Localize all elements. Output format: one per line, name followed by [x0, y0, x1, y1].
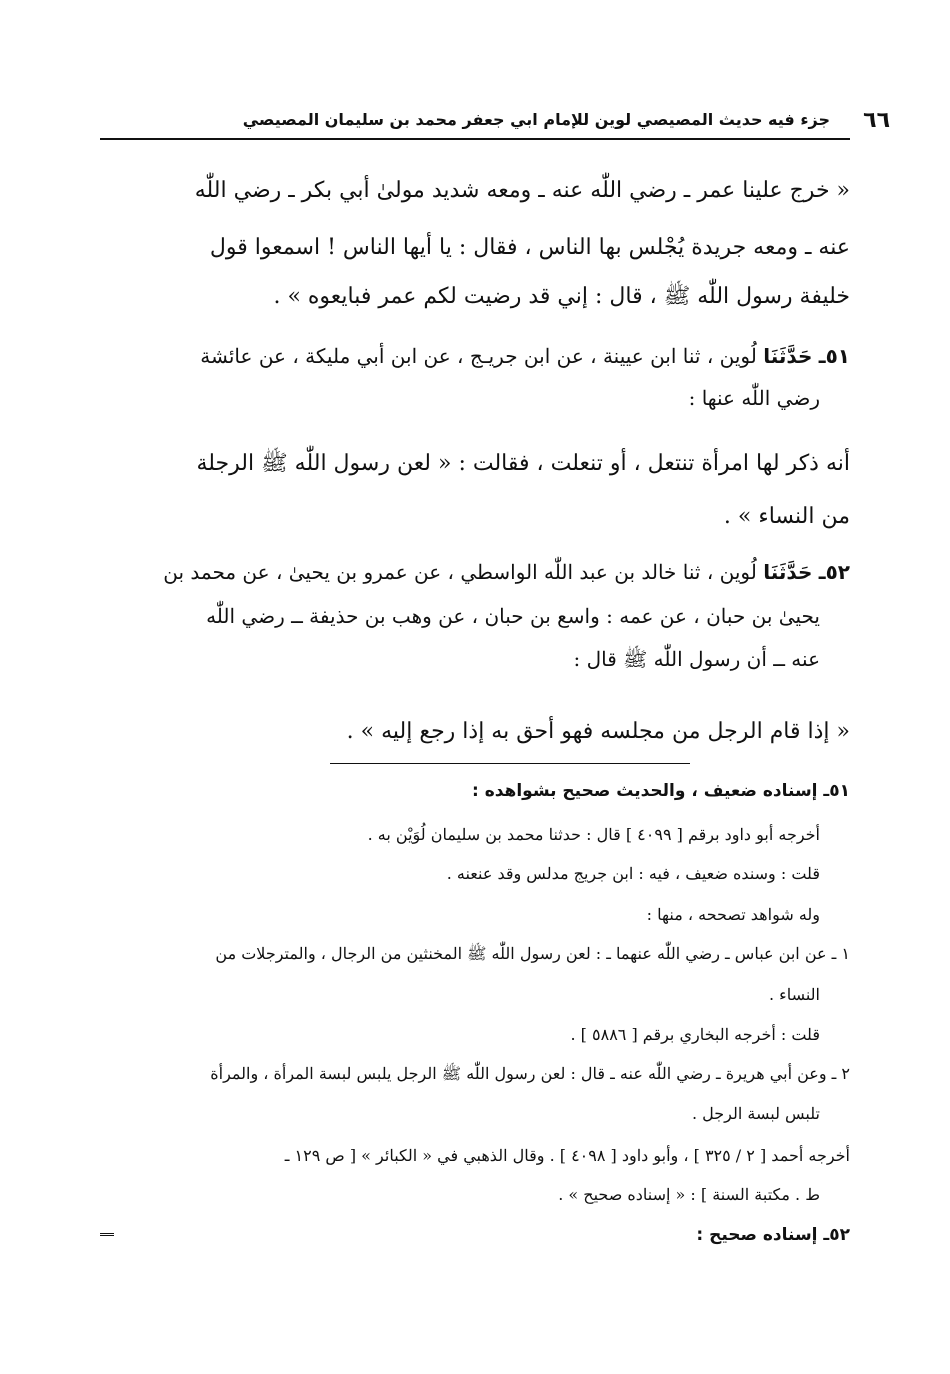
footnote-52-heading: ٥٢ـ إسناده صحيح :	[696, 1225, 850, 1245]
hadith-number: ٥٢ـ	[818, 560, 850, 584]
isnad-text: لُوين ، ثنا ابن عيينة ، عن ابن جريـج ، عن ابن أبي مليكة ، عن عائشة	[200, 344, 757, 368]
hadith-51-isnad-line-2: رضي اللّٰه عنها :	[688, 386, 820, 410]
hadith-51-isnad-line	[105, 338, 850, 374]
hadith-51-matn-line: من النساء » .	[723, 504, 850, 529]
paragraph-line: خليفة رسول اللّٰه ﷺ ، قال : إني قد رضيت لكم عمر فبايعوه » .	[273, 284, 850, 309]
footnote-line: قلت : أخرجه البخاري برقم [ ٥٨٨٦ ] .	[570, 1025, 820, 1044]
footnote-line: وله شواهد تصححه ، منها :	[646, 905, 820, 924]
hadith-52-isnad-line-3: عنه ــ أن رسول اللّٰه ﷺ قال :	[573, 647, 820, 671]
footnote-line: ط . مكتبة السنة ] : « إسناده صحيح » .	[558, 1185, 820, 1204]
footnote-51-heading: ٥١ـ إسناده ضعيف ، والحديث صحيح بشواهده :	[471, 781, 850, 801]
paragraph-line: عنه ـ ومعه جريدة يُجْلس بها الناس ، فقال : يا أيها الناس ! اسمعوا قول	[209, 235, 850, 260]
footnote-line: قلت : وسنده ضعيف ، فيه : ابن جريج مدلس وقد عنعنه .	[446, 864, 820, 883]
isnad-text: لُوين ، ثنا خالد بن عبد اللّٰه الواسطي ، عن عمرو بن يحيىٰ ، عن محمد بن	[163, 560, 757, 584]
footnote-divider	[330, 763, 690, 764]
page-number: ٦٦	[863, 108, 890, 133]
hadith-52-matn: « إذا قام الرجل من مجلسه فهو أحق به إذا رجع إليه » .	[346, 719, 850, 744]
footnote-line: أخرجه أبو داود برقم [ ٤٠٩٩ ] قال : حدثنا محمد بن سليمان لُوَيْن به .	[367, 825, 820, 844]
running-header-title: جزء فيه حديث المصيصي لوين للإمام ابي جعفر محمد بن سليمان المصيصي	[242, 110, 830, 129]
hadith-52-isnad-line	[105, 554, 850, 590]
footnote-line: أخرجه أحمد [ ٢ / ٣٢٥ ] ، وأبو داود [ ٤٠٩٨ ] . وقال الذهبي في « الكبائر » [ ص ١٢٩ ـ	[284, 1146, 850, 1165]
hadith-number: ٥١ـ	[818, 344, 850, 368]
haddathana-mark: حَدَّثَنَا	[763, 560, 813, 584]
hadith-51-matn-line: أنه ذكر لها امرأة تنتعل ، أو تنعلت ، فقالت : « لعن رسول اللّٰه ﷺ الرجلة	[196, 451, 850, 476]
paragraph-line: « خرج علينا عمر ـ رضي اللّٰه عنه ـ ومعه شديد مولىٰ أبي بكر ـ رضي اللّٰه	[194, 178, 850, 203]
footnote-line: ١ ـ عن ابن عباس ـ رضي اللّٰه عنهما ـ : لعن رسول اللّٰه ﷺ المخنثين من الرجال ، والمترجلات من	[215, 944, 850, 963]
header-divider	[100, 138, 850, 140]
continuation-mark	[100, 1233, 114, 1236]
footnote-line: تلبس لبسة الرجل .	[691, 1104, 820, 1123]
footnote-line: ٢ ـ وعن أبي هريرة ـ رضي اللّٰه عنه ـ قال : لعن رسول اللّٰه ﷺ الرجل يلبس لبسة المرأة ، والمرأة	[210, 1064, 850, 1083]
footnote-line: النساء .	[769, 985, 820, 1004]
haddathana-mark: حَدَّثَنَا	[763, 344, 813, 368]
hadith-52-isnad-line-2: يحيىٰ بن حبان ، عن عمه : واسع بن حبان ، عن وهب بن حذيفة ــ رضي اللّٰه	[206, 604, 820, 628]
